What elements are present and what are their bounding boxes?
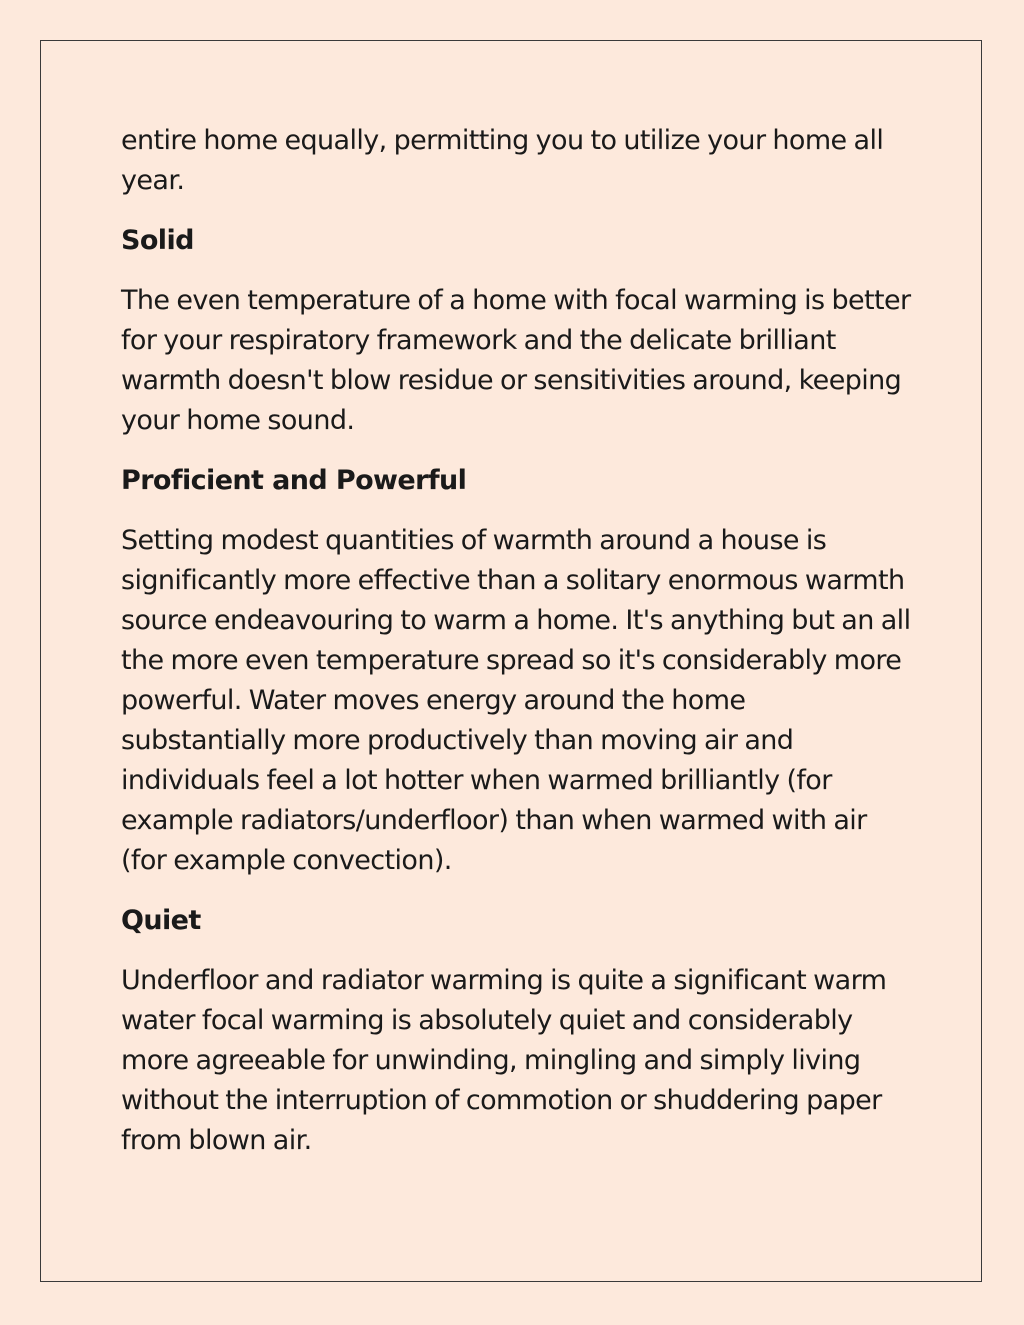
section-heading: Proficient and Powerful	[121, 465, 467, 496]
section-heading: Quiet	[121, 905, 201, 936]
section-solid	[121, 221, 911, 441]
section-quiet	[121, 901, 911, 1161]
section-heading: Solid	[121, 225, 194, 256]
section-paragraph: Setting modest quantities of warmth around a house is significantly more effective than a solitary enormous warmth source endeavouring to warm a home. It's anything but an all the more even temperature spread so it's considerably more powerful. Water moves energy around the home substantially more productively than moving air and individuals feel a lot hotter when warmed brilliantly (for example radiators/underfloor) than when warmed with air (for example convection).	[121, 525, 911, 876]
section-proficient-and-powerful	[121, 461, 911, 881]
section-paragraph: Underfloor and radiator warming is quite a significant warm water focal warming is absolutely quiet and considerably more agreeable for unwinding, mingling and simply living without the interruption of commotion or shuddering paper from blown air.	[121, 965, 887, 1156]
section-paragraph: The even temperature of a home with focal warming is better for your respiratory framework and the delicate brilliant warmth doesn't blow residue or sensitivities around, keeping your home sound.	[121, 285, 911, 436]
document-body	[121, 121, 911, 1181]
intro-paragraph: entire home equally, permitting you to utilize your home all year.	[121, 125, 884, 196]
